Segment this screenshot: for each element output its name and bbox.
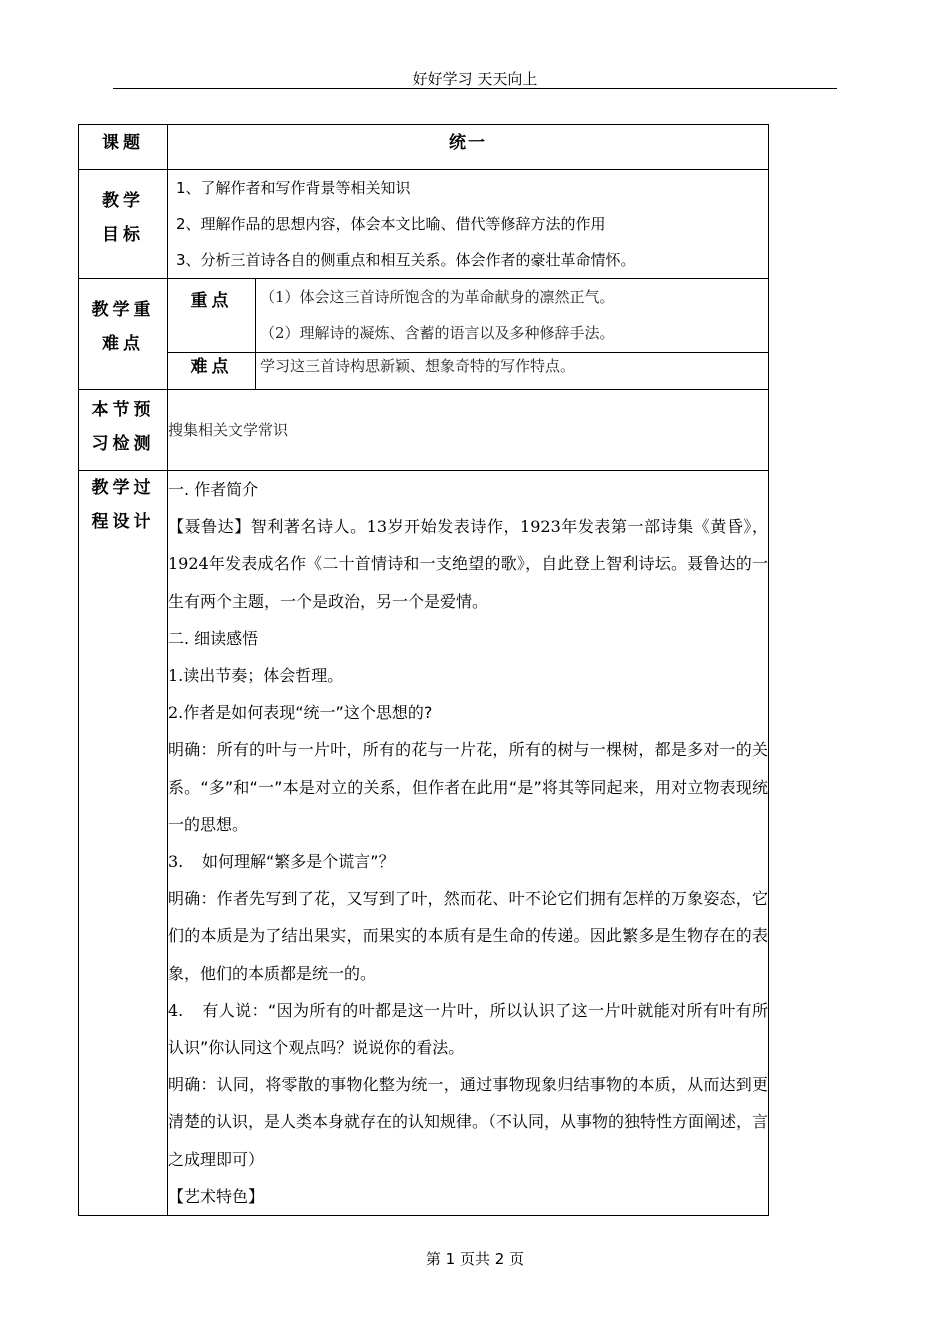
goals-label [79,170,168,279]
question: 4. 有人说：“因为所有的叶都是这一片叶，所以认识了这一片叶就能对所有叶有所认识”你认同这个观点吗？说说你的看法。 [168,1000,768,1058]
question: 1.读出节奏；体会哲理。 [168,666,344,686]
difficulty-label: 难点 [168,353,256,390]
header-rule [113,88,837,89]
author-name: 【聂鲁达】 [168,517,251,537]
focus-item: （1）体会这三首诗所饱含的为革命献身的凛然正气。 [260,288,615,306]
section-heading: 一. 作者简介 [168,480,259,499]
section-heading: 二. 细读感悟 [168,628,259,648]
question: 3. 如何理解“繁多是个谎言”？ [168,852,395,872]
row-difficulty [79,353,769,390]
process-cell [168,471,769,1216]
preview-text: 搜集相关文学常识 [168,390,769,471]
goal-item: 3、分析三首诗各自的侧重点和相互关系。体会作者的豪壮革命情怀。 [176,251,636,269]
process-label-line-2: 程设计 [91,512,155,532]
goals-label-line-2: 目标 [102,225,144,245]
page-footer: 第 1 页共 2 页 [425,1250,525,1268]
section-heading: 【艺术特色】 [168,1186,265,1206]
row-title [79,125,769,170]
process-label-line-1: 教学过 [91,478,155,498]
preview-label-line-1: 本节预 [91,400,155,420]
answer: 明确：认同，将零散的事物化整为统一，通过事物现象归结事物的本质，从而达到更清楚的认识，是人类本身就存在的认知规律。（不认同，从事物的独特性方面阐述，言之成理即可） [168,1075,769,1169]
key-difficulty-label [79,279,168,390]
row-goals [79,170,769,279]
answer: 明确：作者先写到了花，又写到了叶，然而花、叶不论它们拥有怎样的万象姿态，它们的本质是为了结出果实，而果实的本质有是生命的传递。因此繁多是生物存在的表象，他们的本质都是统一的。 [168,889,768,983]
goals-label-line-1: 教学 [102,191,144,211]
lesson-plan-table [78,124,769,1216]
difficulty-text: 学习这三首诗构思新颖、想象奇特的写作特点。 [260,357,576,375]
author-paragraph: 【聂鲁达】智利著名诗人。13岁开始发表诗作，1923年发表第一部诗集《黄昏》，1924年发表成名作《二十首情诗和一支绝望的歌》，自此登上智利诗坛。聂鲁达的一生有两个主题，一个是政治，另一个是爱情。 [168,517,768,611]
page-header: 好好学习 天天向上 [412,70,538,88]
title-label: 课题 [79,125,168,170]
goal-item: 1、了解作者和写作背景等相关知识 [176,179,411,197]
key-label-line-1: 教学重 [91,300,155,320]
answer: 明确：所有的叶与一片叶，所有的花与一片花，所有的树与一棵树，都是多对一的关系。“多”和“一”本是对立的关系，但作者在此用“是”将其等同起来，用对立物表现统一的思想。 [168,740,768,834]
difficulty-cell [256,353,769,390]
row-process [79,471,769,1216]
goal-item: 2、理解作品的思想内容，体会本文比喻、借代等修辞方法的作用 [176,215,606,233]
preview-label [79,390,168,471]
process-label [79,471,168,1216]
question: 2.作者是如何表现“统一”这个思想的? [168,703,433,723]
key-label-line-2: 难点 [102,334,144,354]
focus-cell [256,279,769,353]
title-value: 统一 [168,125,769,170]
row-preview [79,390,769,471]
focus-label: 重点 [168,279,256,353]
focus-item: （2）理解诗的凝炼、含蓄的语言以及多种修辞手法。 [260,324,615,342]
preview-label-line-2: 习检测 [91,434,155,454]
row-focus [79,279,769,353]
goals-cell [168,170,769,279]
